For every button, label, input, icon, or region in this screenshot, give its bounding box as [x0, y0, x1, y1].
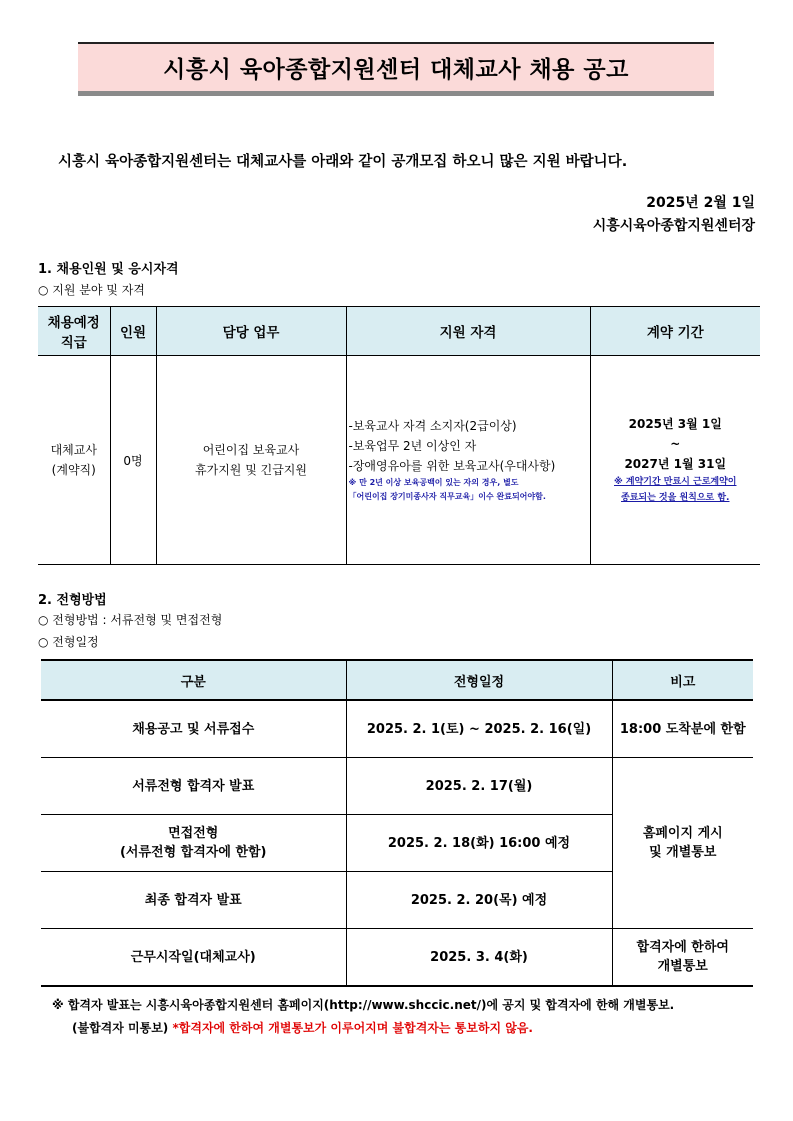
table-header-row	[38, 307, 760, 356]
category-cell: 서류전형 합격자 발표	[41, 758, 346, 815]
header-period: 계약 기간	[590, 307, 760, 356]
section2-sub1: ○ 전형방법 : 서류전형 및 면접전형	[38, 613, 223, 627]
cell-duty	[156, 356, 346, 565]
notice-date: 2025년 2월 1일	[646, 195, 755, 211]
header-position-line2: 직급	[60, 335, 87, 351]
table-row	[41, 929, 753, 987]
period-tilde: ~	[670, 437, 681, 451]
note-cell: 18:00 도착분에 한함	[612, 700, 753, 758]
header-qualification: 지원 자격	[346, 307, 590, 356]
footer-line2-red: *합격자에 한하여 개별통보가 이루어지며 불합격자는 통보하지 않음.	[172, 1021, 533, 1035]
note-line2: 개별통보	[657, 959, 708, 974]
section1-heading: 1. 채용인원 및 응시자격	[38, 262, 179, 277]
page-title: 시흥시 육아종합지원센터 대체교사 채용 공고	[163, 57, 629, 83]
schedule-header-row	[41, 660, 753, 700]
note-cell	[612, 929, 753, 987]
duty-line1: 어린이집 보육교사	[202, 443, 300, 457]
period-start: 2025년 3월 1일	[628, 417, 722, 431]
duty-line2: 휴가지원 및 긴급지원	[195, 463, 307, 477]
footer-line2-black: (불합격자 미통보)	[72, 1021, 169, 1035]
position-line1: 대체교사	[50, 443, 97, 457]
section2-sub2: ○ 전형일정	[38, 635, 99, 649]
cell-period	[590, 356, 760, 565]
schedule-cell: 2025. 3. 4(화)	[346, 929, 612, 987]
note-line1: 합격자에 한하여	[636, 940, 729, 955]
schedule-cell: 2025. 2. 20(목) 예정	[346, 872, 612, 929]
category-line2: (서류전형 합격자에 한함)	[119, 845, 267, 860]
merged-note-line2: 및 개별통보	[649, 845, 717, 860]
table-row	[41, 758, 753, 815]
table-row	[38, 356, 760, 565]
footer-line2	[72, 1019, 533, 1036]
recruitment-table	[38, 306, 760, 565]
notice-signer: 시흥시육아종합지원센터장	[592, 218, 755, 234]
notice-title-box	[78, 42, 714, 96]
cell-position	[38, 356, 110, 565]
schedule-table	[41, 659, 753, 987]
header-count: 인원	[110, 307, 156, 356]
header-duty: 담당 업무	[156, 307, 346, 356]
header-note: 비고	[612, 660, 753, 700]
footer-line1: ※ 합격자 발표는 시흥시육아종합지원센터 홈페이지(http://www.shccic.net/)에 공지 및 합격자에 한해 개별통보.	[52, 998, 675, 1012]
qual-3: -장애영유아를 위한 보육교사(우대사항)	[348, 459, 556, 473]
period-note-1: ※ 계약기간 만료시 근로계약이	[614, 477, 737, 487]
category-line1: 면접전형	[168, 826, 219, 841]
schedule-cell: 2025. 2. 18(화) 16:00 예정	[346, 815, 612, 872]
category-cell	[41, 815, 346, 872]
merged-note-cell	[612, 758, 753, 929]
period-note-2: 종료되는 것을 원칙으로 함.	[621, 493, 730, 503]
position-line2: (계약직)	[51, 463, 96, 477]
period-end: 2027년 1월 31일	[624, 457, 727, 471]
intro-text: 시흥시 육아종합지원센터는 대체교사를 아래와 같이 공개모집 하오니 많은 지원 바랍니다.	[58, 154, 628, 170]
qual-1: -보육교사 자격 소지자(2급이상)	[348, 419, 517, 433]
section1-sub: ○ 지원 분야 및 자격	[38, 283, 145, 297]
table-row	[41, 700, 753, 758]
cell-count: 0명	[110, 356, 156, 565]
header-category: 구분	[41, 660, 346, 700]
category-cell: 채용공고 및 서류접수	[41, 700, 346, 758]
header-position	[38, 307, 110, 356]
cell-qualification	[346, 356, 590, 565]
schedule-cell: 2025. 2. 17(월)	[346, 758, 612, 815]
header-schedule: 전형일정	[346, 660, 612, 700]
qual-note-2: 「어린이집 장기미종사자 직무교육」이수 완료되어야함.	[348, 492, 546, 501]
qual-2: -보육업무 2년 이상인 자	[348, 439, 477, 453]
qual-note-1: ※ 만 2년 이상 보육공백이 있는 자의 경우, 별도	[348, 478, 519, 487]
merged-note-line1: 홈페이지 게시	[642, 826, 723, 841]
section2-heading: 2. 전형방법	[38, 593, 107, 608]
category-cell: 최종 합격자 발표	[41, 872, 346, 929]
header-position-line1: 채용예정	[47, 315, 100, 331]
category-cell: 근무시작일(대체교사)	[41, 929, 346, 987]
schedule-cell: 2025. 2. 1(토) ~ 2025. 2. 16(일)	[346, 700, 612, 758]
